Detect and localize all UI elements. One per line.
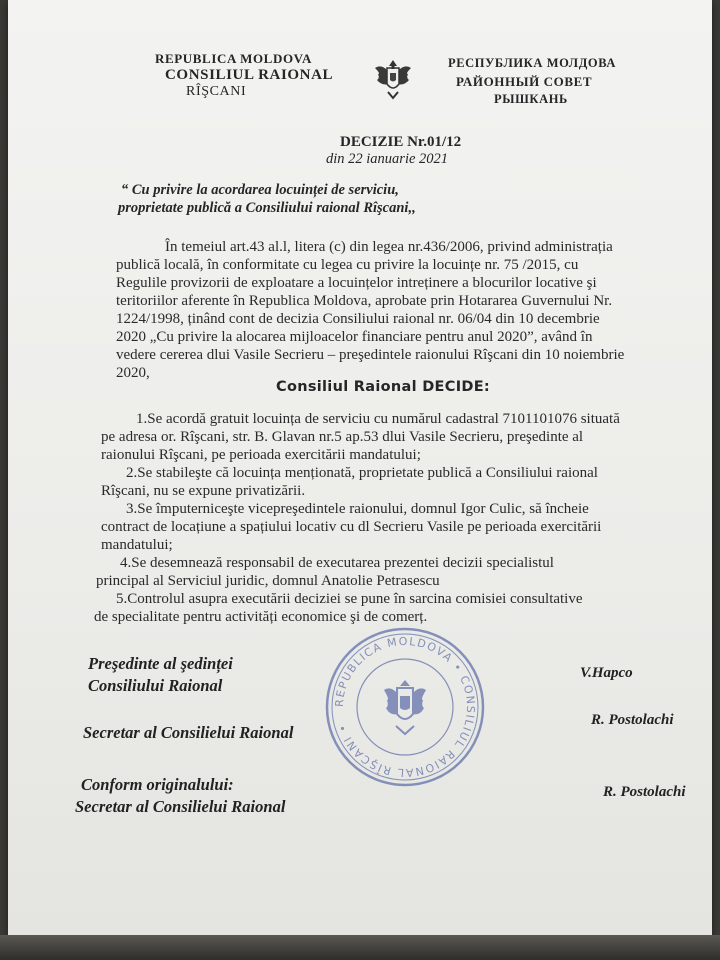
decision-subject-line: proprietate publică a Consiliului raional Rîşcani,,	[118, 200, 416, 216]
coat-of-arms-icon	[368, 54, 418, 104]
chair-name: V.Hapco	[580, 665, 633, 681]
header-right-council: РАЙОННЫЙ СОВЕТ	[456, 74, 593, 89]
point-line: 3.Se împuterniceşte vicepreşedintele raionului, domnul Igor Culic, să încheie	[126, 501, 589, 517]
preamble-line: vedere cererea dlui Vasile Secrieru – preşedintele raionului Rîşcani din 10 noiembrie	[116, 347, 625, 363]
decide-heading: Consiliul Raional DECIDE:	[276, 379, 491, 395]
preamble-line: În temeiul art.43 al.l, litera (c) din legea nr.436/2006, privind administrația	[165, 239, 613, 255]
point-line: pe adresa or. Rîşcani, str. B. Glavan nr.5 ap.53 dlui Vasile Secrieru, preşedinte al	[101, 429, 584, 445]
document-page	[8, 0, 712, 935]
conform-line: Secretar al Consilielui Raional	[75, 797, 286, 816]
conform-line: Conform originalului:	[81, 775, 234, 794]
header-right-district: РЫШКАНЬ	[494, 92, 568, 106]
table-surface	[0, 935, 720, 960]
point-line: contract de locațiune a spațiului locativ cu dl Secrieru Vasile pe perioada exercitării	[101, 519, 602, 535]
header-left-district: RÎŞCANI	[186, 84, 247, 99]
point-line: mandatului;	[101, 537, 173, 553]
preamble-line: 1224/1998, ținând cont de decizia Consiliului raional nr. 06/04 din 10 decembrie	[116, 311, 600, 327]
point-line: de specialitate pentru activități economice şi de comerț.	[94, 609, 428, 625]
point-line: raionului Rîşcani, pe perioada exercitării mandatului;	[101, 447, 421, 463]
decision-date: din 22 ianuarie 2021	[326, 151, 449, 167]
chair-title-line: Preşedinte al şedinței	[88, 654, 233, 673]
chair-title-line: Consiliului Raional	[88, 676, 223, 695]
point-line: 2.Se stabileşte că locuința menționată, proprietate publică a Consiliului raional	[126, 465, 598, 481]
point-line: 5.Controlul asupra executării deciziei se pune în sarcina comisiei consultative	[116, 591, 583, 607]
preamble-line: 2020,	[116, 365, 150, 381]
secretary-name: R. Postolachi	[591, 712, 674, 728]
header-left-country: REPUBLICA MOLDOVA	[155, 51, 312, 66]
stamp-ring-text: REPUBLICA MOLDOVA • CONSILIUL RAIONAL RÎŞCANI •	[332, 634, 478, 780]
header-right-country: РЕСПУБЛИКА МОЛДОВА	[448, 56, 617, 70]
decision-subject-line: “ Cu privire la acordarea locuinței de serviciu,	[121, 182, 399, 198]
preamble-line: publică locală, în conformitate cu legea cu privire la locuințe nr. 75 /2015, cu	[116, 257, 579, 273]
point-line: 1.Se acordă gratuit locuința de serviciu cu numărul cadastral 7101101076 situată	[136, 411, 620, 427]
point-line: 4.Se desemnează responsabil de executarea prezentei decizii specialistul	[120, 555, 554, 571]
official-stamp	[320, 622, 490, 792]
header-left-council: CONSILIUL RAIONAL	[165, 67, 334, 83]
conform-name: R. Postolachi	[603, 784, 686, 800]
decision-title: DECIZIE Nr.01/12	[340, 134, 462, 150]
secretary-title: Secretar al Consilielui Raional	[83, 723, 294, 742]
preamble-line: 2020 „Cu privire la alocarea mijloacelor financiare pentru anul 2020”, având în	[116, 329, 593, 345]
preamble-line: Regulile provizorii de exploatare a locuințelor intreținere a blocurilor locative şi	[116, 275, 597, 291]
point-line: Rîşcani, nu se expune privatizării.	[101, 483, 306, 499]
point-line: principal al Serviciul juridic, domnul Anatolie Petrasescu	[96, 573, 440, 589]
preamble-line: teritoriilor aferente în Republica Moldova, aprobate prin Hotararea Guvernului Nr.	[116, 293, 613, 309]
